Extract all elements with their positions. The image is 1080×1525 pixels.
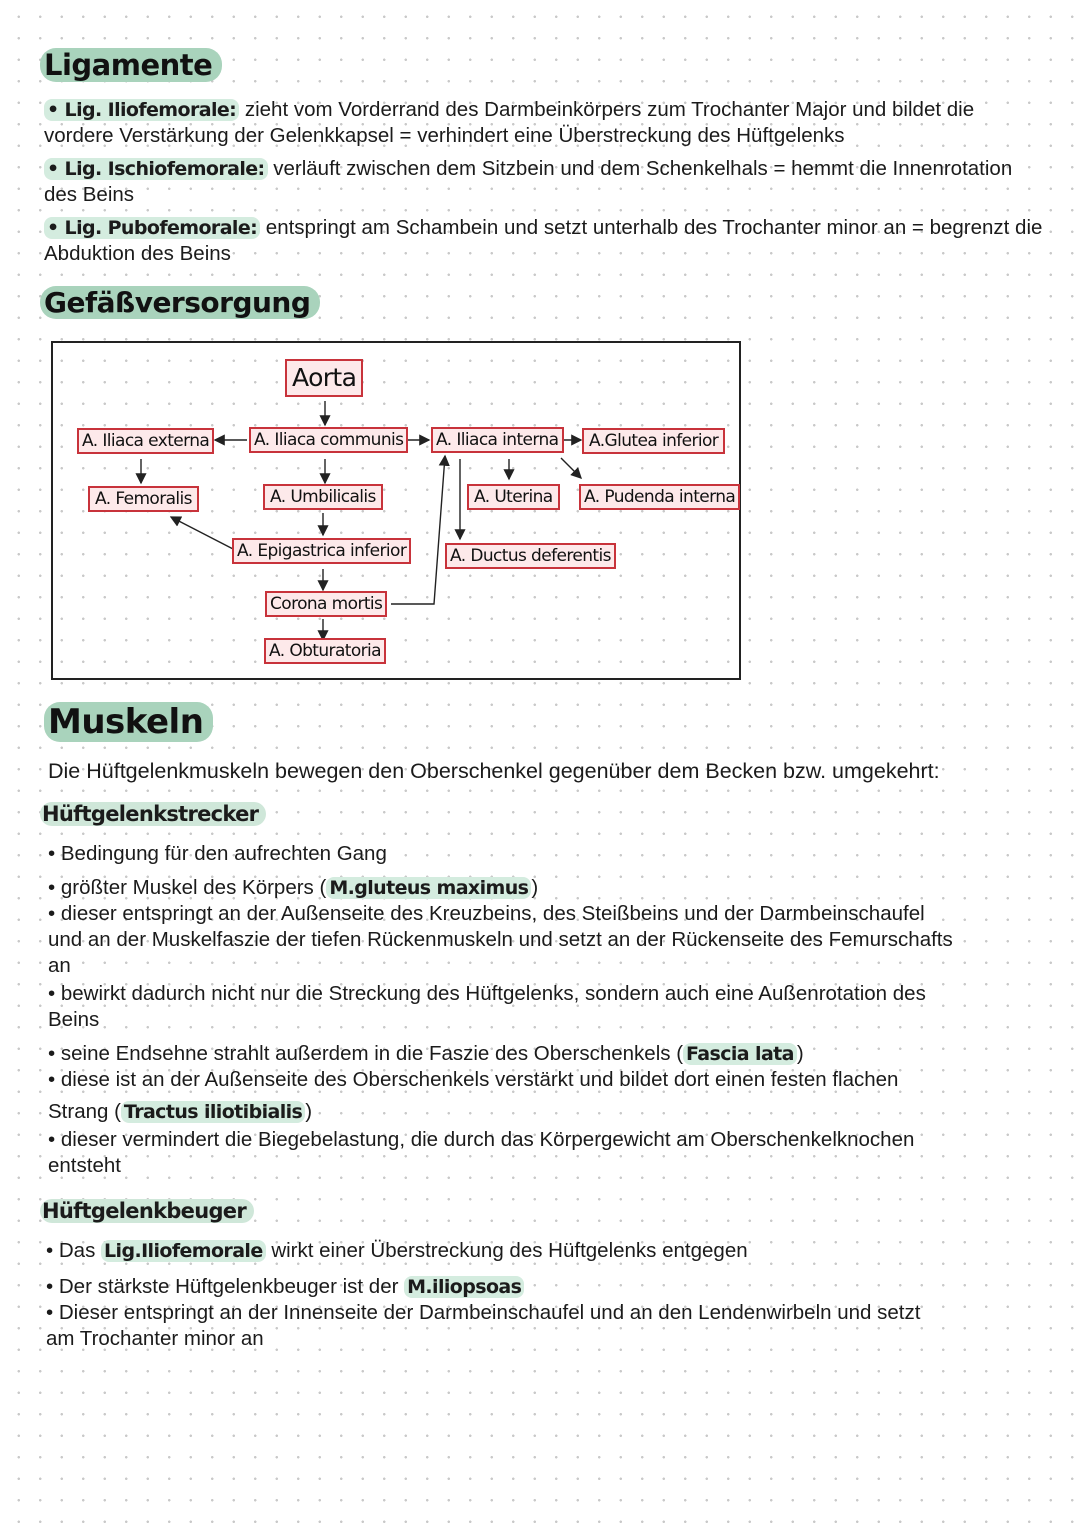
beuger-item: • Das Lig.Iliofemorale wirkt einer Überstreckung des Hüftgelenks entgegen xyxy=(46,1239,748,1262)
strecker-list xyxy=(48,841,1058,1179)
node-aorta: Aorta xyxy=(285,359,363,397)
strecker-item: • dieser entspringt an der Außenseite des Kreuzbeins, des Steißbeins und der Darmbeinschaufel und an der Muskelfaszie der tiefen Rückenmuskeln und setzt an der Rückenseite des Femurschafts an xyxy=(48,902,953,977)
node-iliaca-communis: A. Iliaca communis xyxy=(249,427,408,453)
term-gluteus-maximus: M.gluteus maximus xyxy=(326,877,531,899)
ligament-item-ischiofemorale: • Lig. Ischiofemorale: verläuft zwischen dem Sitzbein und dem Schenkelhals = hemmt die Innenrotation des Beins xyxy=(44,157,1013,206)
ligament-term: • Lig. Ischiofemorale: xyxy=(44,158,268,180)
arrow-interna-pudenda xyxy=(561,458,581,478)
muskeln-heading: Muskeln xyxy=(44,700,213,744)
strecker-item: • seine Endsehne strahlt außerdem in die Faszie des Oberschenkels ( Fascia lata ) xyxy=(48,1042,804,1065)
strecker-item: • dieser vermindert die Biegebelastung, die durch das Körpergewicht am Oberschenkelknochen entsteht xyxy=(48,1128,915,1177)
node-uterina: A. Uterina xyxy=(467,484,560,510)
node-ductus-deferentis: A. Ductus deferentis xyxy=(445,543,616,569)
ligamente-heading: Ligamente xyxy=(40,46,222,84)
ligament-item-iliofemorale: • Lig. Iliofemorale: zieht vom Vorderrand des Darmbeinkörpers zum Trochanter Major und bildet die vordere Verstärkung der Gelenkkapsel = verhindert eine Überstreckung des Hüftgelenks xyxy=(44,98,975,147)
strecker-item: • größter Muskel des Körpers ( M.gluteus maximus ) xyxy=(48,876,539,899)
term-fascia-lata: Fascia lata xyxy=(683,1043,797,1065)
node-corona-mortis: Corona mortis xyxy=(265,591,387,617)
strecker-item: • diese ist an der Außenseite des Oberschenkels verstärkt und bildet dort einen festen flachen Strang ( Tractus iliotibialis ) xyxy=(48,1068,899,1123)
beuger-item: • Dieser entspringt an der Innenseite der Darmbeinschaufel und an den Lendenwirbeln und setzt am Trochanter minor an xyxy=(46,1301,921,1350)
beuger-list xyxy=(46,1238,1056,1352)
strecker-item: • Bedingung für den aufrechten Gang xyxy=(48,842,387,865)
ligament-term: • Lig. Pubofemorale: xyxy=(44,217,260,239)
node-glutea-inferior: A.Glutea inferior xyxy=(582,428,725,454)
term-m-iliopsoas: M.iliopsoas xyxy=(404,1276,524,1298)
strecker-heading: Hüftgelenkstrecker xyxy=(40,799,266,829)
node-femoralis: A. Femoralis xyxy=(88,486,199,512)
beuger-heading: Hüftgelenkbeuger xyxy=(40,1196,254,1226)
node-pudenda-interna: A. Pudenda interna xyxy=(579,484,740,510)
ligament-term: • Lig. Iliofemorale: xyxy=(44,99,239,121)
strecker-item: • bewirkt dadurch nicht nur die Streckung des Hüftgelenks, sondern auch eine Außenrotation des Beins xyxy=(48,982,926,1031)
ligament-item-pubofemorale: • Lig. Pubofemorale: entspringt am Schambein und setzt unterhalb des Trochanter minor an = begrenzt die Abduktion des Beins xyxy=(44,216,1043,265)
muskeln-intro: Die Hüftgelenkmuskeln bewegen den Oberschenkel gegenüber dem Becken bzw. umgekehrt: xyxy=(48,759,940,783)
arrow-corona-interna xyxy=(391,456,445,604)
beuger-item: • Der stärkste Hüftgelenkbeuger ist der M.iliopsoas xyxy=(46,1274,1056,1300)
term-lig-iliofemorale: Lig.Iliofemorale xyxy=(101,1240,266,1262)
node-obturatoria: A. Obturatoria xyxy=(264,638,386,664)
node-iliaca-externa: A. Iliaca externa xyxy=(77,428,214,454)
node-umbilicalis: A. Umbilicalis xyxy=(263,484,383,510)
term-tractus-iliotibialis: Tractus iliotibialis xyxy=(121,1101,305,1123)
gefaess-heading: Gefäßversorgung xyxy=(40,284,320,322)
arrow-epigastrica-femoralis xyxy=(171,517,235,550)
vessel-diagram xyxy=(51,341,741,680)
node-iliaca-interna: A. Iliaca interna xyxy=(431,427,564,453)
node-epigastrica-inferior: A. Epigastrica inferior xyxy=(232,538,411,564)
